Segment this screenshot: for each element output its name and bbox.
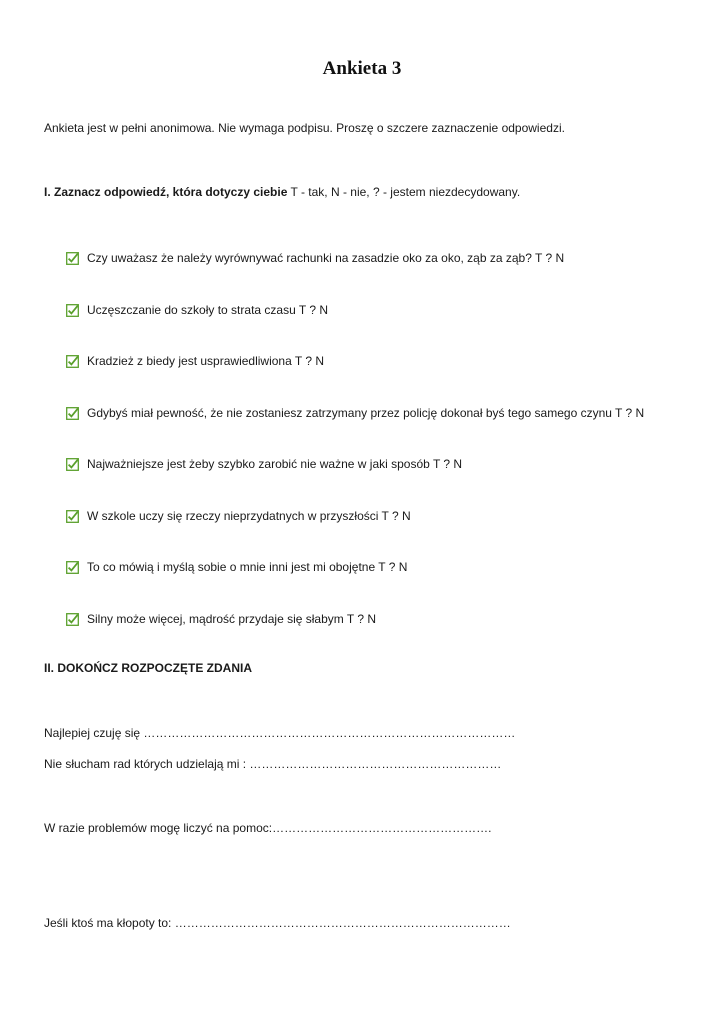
- fill-in-line[interactable]: W razie problemów mogę liczyć na pomoc:……………………………………………….: [44, 821, 492, 835]
- question-item: [66, 303, 328, 317]
- page-title: Ankieta 3: [322, 58, 402, 79]
- question-text: To co mówią i myślą sobie o mnie inni jest mi obojętne T ? N: [87, 560, 408, 574]
- section-1-heading: [44, 185, 520, 199]
- question-text: Najważniejsze jest żeby szybko zarobić nie ważne w jaki sposób T ? N: [87, 457, 463, 471]
- question-item: [66, 457, 462, 471]
- question-item: [66, 406, 644, 420]
- checkbox-checked-icon[interactable]: [66, 613, 79, 626]
- section-2-heading: II. DOKOŃCZ ROZPOCZĘTE ZDANIA: [44, 661, 252, 675]
- question-text: Silny może więcej, mądrość przydaje się słabym T ? N: [87, 612, 376, 626]
- question-item: [66, 612, 376, 626]
- fill-in-line[interactable]: Nie słucham rad których udzielają mi : ………………………………………………………: [44, 757, 502, 771]
- question-text: W szkole uczy się rzeczy nieprzydatnych w przyszłości T ? N: [87, 509, 411, 523]
- section-1-heading-bold: I. Zaznacz odpowiedź, która dotyczy ciebie: [44, 185, 288, 199]
- checkbox-checked-icon[interactable]: [66, 355, 79, 368]
- question-text: Gdybyś miał pewność, że nie zostaniesz zatrzymany przez policję dokonał byś tego samego czynu T ? N: [87, 406, 645, 420]
- checkbox-checked-icon[interactable]: [66, 407, 79, 420]
- question-item: [66, 509, 411, 523]
- checkbox-checked-icon[interactable]: [66, 304, 79, 317]
- checkbox-checked-icon[interactable]: [66, 458, 79, 471]
- checkbox-checked-icon[interactable]: [66, 561, 79, 574]
- checkbox-checked-icon[interactable]: [66, 510, 79, 523]
- question-item: [66, 354, 324, 368]
- fill-in-line[interactable]: Jeśli ktoś ma kłopoty to: …………………………………………………………………………: [44, 916, 511, 930]
- question-text: Uczęszczanie do szkoły to strata czasu T ? N: [87, 303, 328, 317]
- question-item: [66, 251, 564, 265]
- section-1-heading-rest: T - tak, N - nie, ? - jestem niezdecydowany.: [287, 185, 521, 199]
- question-text: Kradzież z biedy jest usprawiedliwiona T ? N: [87, 354, 325, 368]
- question-text: Czy uważasz że należy wyrównywać rachunki na zasadzie oko za oko, ząb za ząb? T ? N: [87, 251, 565, 265]
- question-item: [66, 560, 407, 574]
- checkbox-checked-icon[interactable]: [66, 252, 79, 265]
- intro-text: Ankieta jest w pełni anonimowa. Nie wymaga podpisu. Proszę o szczere zaznaczenie odpowiedzi.: [44, 121, 565, 135]
- fill-in-line[interactable]: Najlepiej czuję się …………………………………………………………………………………: [44, 726, 516, 740]
